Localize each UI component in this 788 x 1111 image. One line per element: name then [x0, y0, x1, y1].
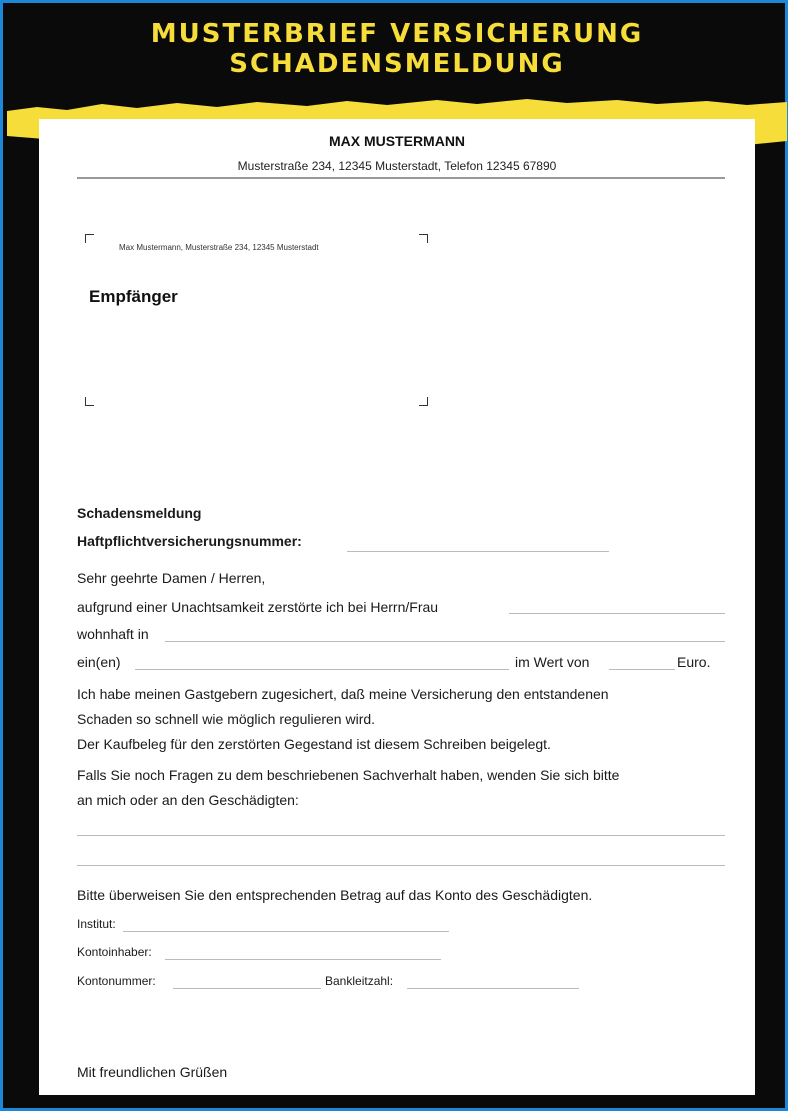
- subject: Schadensmeldung: [77, 505, 202, 521]
- address-window-corner-bottom-left: [85, 397, 94, 406]
- contact-blank-line-2: [77, 865, 725, 866]
- contact-blank-line-1: [77, 835, 725, 836]
- sender-address: Musterstraße 234, 12345 Musterstadt, Telefon 12345 67890: [237, 159, 557, 173]
- transfer-request-text: Bitte überweisen Sie den entsprechenden Betrag auf das Konto des Geschädigten.: [77, 887, 593, 903]
- address-window-corner-top-left: [85, 234, 94, 243]
- paragraph2-line2: Schaden so schnell wie möglich regulieren wird.: [77, 711, 376, 727]
- letter-paper: [39, 119, 755, 1095]
- item-blank-line: [135, 669, 509, 670]
- account-number-label: Kontonummer:: [77, 974, 156, 988]
- address-window-corner-bottom-right: [419, 397, 428, 406]
- return-address: Max Mustermann, Musterstraße 234, 12345 Musterstadt: [119, 243, 319, 252]
- recipient-label: Empfänger: [89, 287, 178, 306]
- name-blank-line: [509, 613, 725, 614]
- paragraph2-line1: Ich habe meinen Gastgebern zugesichert, daß meine Versicherung den entstandenen: [77, 686, 609, 702]
- account-number-blank-line: [173, 988, 321, 989]
- residence-blank-line: [165, 641, 725, 642]
- bank-code-blank-line: [407, 988, 579, 989]
- body-item-text: ein(en): [77, 654, 121, 670]
- institute-blank-line: [123, 931, 449, 932]
- account-holder-label: Kontoinhaber:: [77, 945, 152, 959]
- account-holder-blank-line: [165, 959, 441, 960]
- sender-name: MAX MUSTERMANN: [328, 133, 466, 149]
- header-divider: [77, 177, 725, 179]
- paragraph2-line3: Der Kaufbeleg für den zerstörten Gegestand ist diesem Schreiben beigelegt.: [77, 736, 551, 752]
- closing-greeting: Mit freundlichen Grüßen: [77, 1064, 228, 1080]
- banner-title-line1: MUSTERBRIEF VERSICHERUNG: [150, 19, 644, 49]
- banner-title: [3, 19, 788, 79]
- paragraph3-line2: an mich oder an den Geschädigten:: [77, 792, 299, 808]
- body-currency-text: Euro.: [677, 654, 711, 670]
- value-blank-line: [609, 669, 675, 670]
- policy-number-label: Haftpflichtversicherungsnummer:: [77, 533, 302, 549]
- banner-title-line2: SCHADENSMELDUNG: [229, 49, 565, 79]
- policy-number-line: [347, 551, 609, 552]
- bank-code-label: Bankleitzahl:: [325, 974, 394, 988]
- body-value-text: im Wert von: [515, 654, 590, 670]
- body-resident-text: wohnhaft in: [77, 626, 149, 642]
- body-damaged-by-text: aufgrund einer Unachtsamkeit zerstörte ich bei Herrn/Frau: [77, 599, 439, 615]
- address-window-corner-top-right: [419, 234, 428, 243]
- paragraph3-line1: Falls Sie noch Fragen zu dem beschriebenen Sachverhalt haben, wenden Sie sich bitte: [77, 767, 620, 783]
- salutation: Sehr geehrte Damen / Herren,: [77, 570, 266, 586]
- institute-label: Institut:: [77, 917, 116, 931]
